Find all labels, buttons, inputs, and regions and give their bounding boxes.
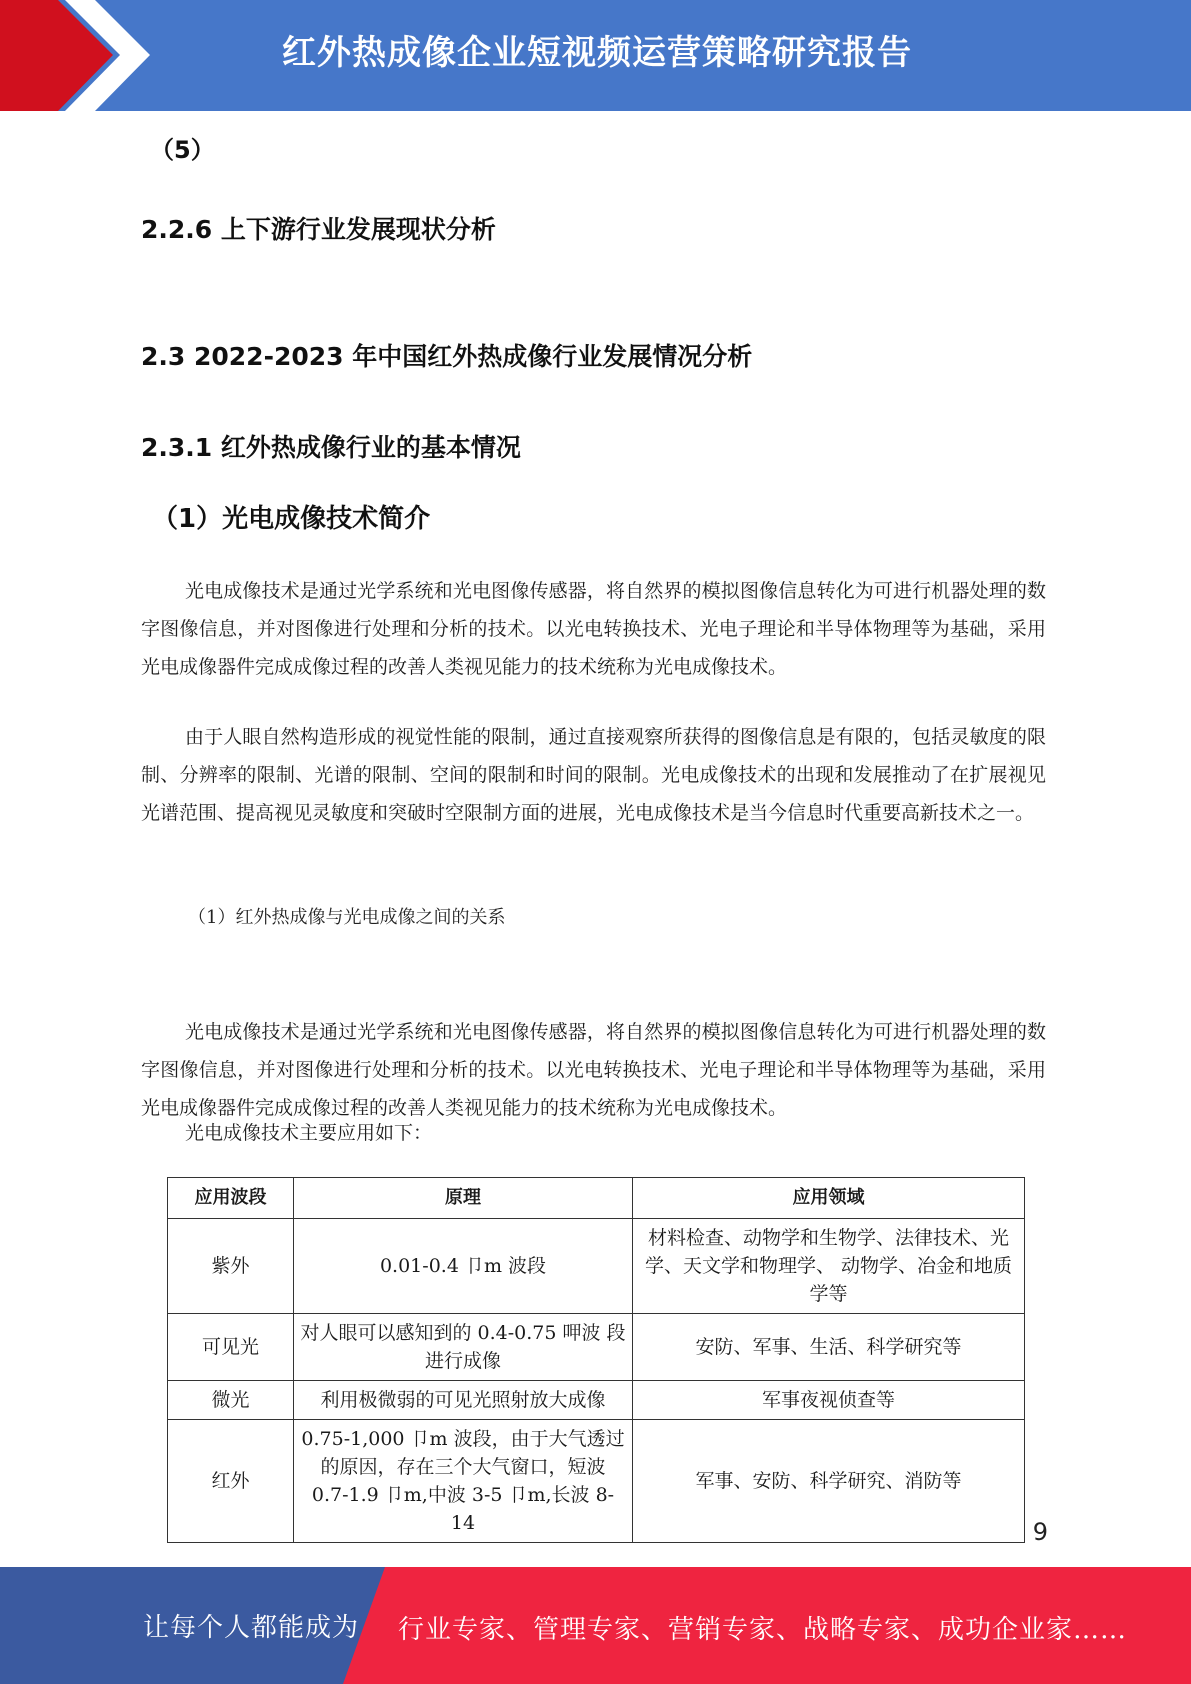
table-header-cell: 原理	[294, 1178, 633, 1219]
subsection-heading: （1）光电成像技术简介	[152, 504, 431, 534]
chevron-arrow-icon	[0, 0, 160, 111]
section-heading-2-3-1: 2.3.1 红外热成像行业的基本情况	[141, 433, 521, 462]
paragraph-1: 光电成像技术是通过光学系统和光电图像传感器，将自然界的模拟图像信息转化为可进行机器处理的数字图像信息，并对图像进行处理和分析的技术。以光电转换技术、光电子理论和半导体物理等为基础，采用光电成像器件完成成像过程的改善人类视见能力的技术统称为光电成像技术。	[141, 580, 1046, 678]
section-heading-2-2-6: 2.2.6 上下游行业发展现状分析	[141, 215, 496, 244]
table-cell: 紫外	[168, 1219, 294, 1314]
table-cell: 军事、安防、科学研究、消防等	[633, 1420, 1025, 1543]
sub-heading-relationship: （1）红外热成像与光电成像之间的关系	[188, 907, 506, 928]
paragraph-2: 由于人眼自然构造形成的视觉性能的限制，通过直接观察所获得的图像信息是有限的，包括灵敏度的限制、分辨率的限制、光谱的限制、空间的限制和时间的限制。光电成像技术的出现和发展推动了在扩展视见光谱范围、提高视见灵敏度和突破时空限制方面的进展，光电成像技术是当今信息时代重要高新技术之一。	[141, 726, 1046, 824]
table-row	[168, 1219, 1025, 1314]
table-header-cell: 应用波段	[168, 1178, 294, 1219]
table-header-row	[168, 1178, 1025, 1219]
page-footer	[0, 1567, 1191, 1684]
table-row	[168, 1420, 1025, 1543]
page-header	[0, 0, 1191, 111]
page-number: 9	[1032, 1518, 1048, 1546]
table-cell: 0.75-1,000 卩m 波段，由于大气透过的原因，存在三个大气窗口，短波 0.7-1.9 卩m,中波 3-5 卩m,长波 8-14	[294, 1420, 633, 1543]
table-cell: 安防、军事、生活、科学研究等	[633, 1314, 1025, 1381]
table-cell: 红外	[168, 1420, 294, 1543]
application-table-container	[167, 1177, 1024, 1534]
item-number-heading: （5）	[150, 136, 215, 164]
table-row	[168, 1381, 1025, 1420]
table-cell: 材料检查、动物学和生物学、法律技术、光学、天文学和物理学、 动物学、冶金和地质学等	[633, 1219, 1025, 1314]
paragraph-3: 光电成像技术是通过光学系统和光电图像传感器，将自然界的模拟图像信息转化为可进行机器处理的数字图像信息，并对图像进行处理和分析的技术。以光电转换技术、光电子理论和半导体物理等为基础，采用光电成像器件完成成像过程的改善人类视见能力的技术统称为光电成像技术。	[141, 1021, 1046, 1119]
footer-slogan-right: 行业专家、管理专家、营销专家、战略专家、成功企业家……	[398, 1615, 1128, 1645]
table-cell: 利用极微弱的可见光照射放大成像	[294, 1381, 633, 1420]
application-table	[167, 1177, 1025, 1543]
section-heading-2-3: 2.3 2022-2023 年中国红外热成像行业发展情况分析	[141, 342, 753, 371]
header-title: 红外热成像企业短视频运营策略研究报告	[282, 33, 912, 73]
table-cell: 可见光	[168, 1314, 294, 1381]
table-header-cell: 应用领域	[633, 1178, 1025, 1219]
table-intro: 光电成像技术主要应用如下：	[185, 1122, 433, 1144]
table-row	[168, 1314, 1025, 1381]
table-cell: 0.01-0.4 卩m 波段	[294, 1219, 633, 1314]
footer-slogan-left: 让每个人都能成为	[143, 1613, 360, 1643]
table-cell: 军事夜视侦查等	[633, 1381, 1025, 1420]
table-cell: 微光	[168, 1381, 294, 1420]
table-cell: 对人眼可以感知到的 0.4-0.75 呷波 段进行成像	[294, 1314, 633, 1381]
